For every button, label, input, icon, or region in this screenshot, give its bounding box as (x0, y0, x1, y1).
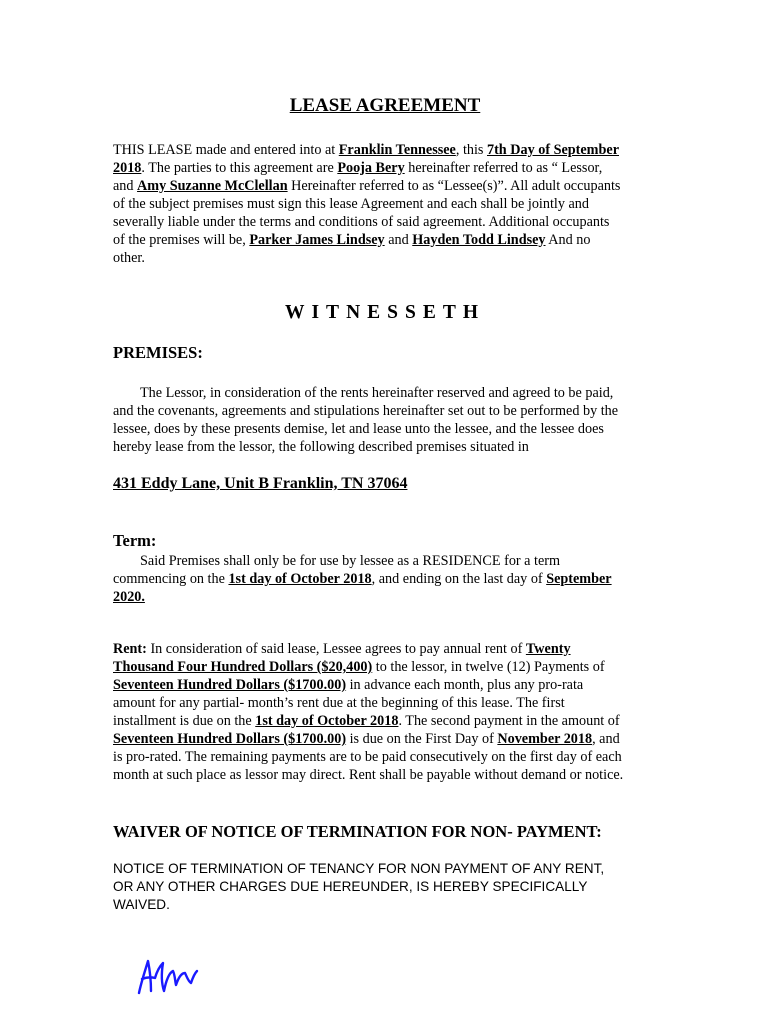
annual-rent: Thousand Four Hundred Dollars ($20,400) (113, 659, 373, 675)
witnesseth-heading: WITNESSETH (284, 302, 486, 323)
term-end-month: September (546, 571, 612, 587)
document-title: LEASE AGREEMENT (289, 95, 481, 116)
premises-paragraph: The Lessor, in consideration of the rents hereinafter reserved and agreed to be paid, and the covenants, agreements and stipulations hereinafter set out to be performed by the lessee, does by these presents demise, let and lease unto the lessee, and the lessee does hereby lease from the lessor, the following described premises situated in (113, 385, 619, 455)
waiver-heading: WAIVER OF NOTICE OF TERMINATION FOR NON- PAYMENT: (113, 822, 602, 841)
lessee-name: Amy Suzanne McClellan (137, 178, 288, 194)
term-start: 1st day of October 2018 (228, 571, 372, 587)
term-heading: Term: (113, 531, 157, 550)
occupant-2: Hayden Todd Lindsey (412, 232, 546, 248)
rent-label: Rent: (113, 641, 147, 657)
occupant-1: Parker James Lindsey (249, 232, 385, 248)
term-end-year: 2020. (113, 589, 145, 605)
term-paragraph: Said Premises shall only be for use by lessee as a RESIDENCE for a term commencing on the 1st day of October 2018, and ending on the last day of September 2020. (113, 553, 612, 605)
second-payment-date: November 2018 (497, 731, 593, 747)
intro-paragraph: THIS LEASE made and entered into at Franklin Tennessee, this 7th Day of September 2018. The parties to this agreement are Pooja Bery hereinafter referred to as “ Lessor, and Amy Suzanne McClellan Hereinafter referred to as “Lessee(s)”. All adult occupants of the subject premises must sign this lease Agreement and each shall be jointly and severally liable under the terms and conditions of said agreement. Additional occupants of the premises will be, Parker James Lindsey and Hayden Todd Lindsey And no other. (113, 142, 621, 266)
premises-heading: PREMISES: (113, 343, 203, 362)
second-payment-amount: Seventeen Hundred Dollars ($1700.00) (113, 731, 347, 747)
lease-year: 2018 (113, 160, 142, 176)
lease-place: Franklin Tennessee (338, 142, 456, 158)
lessor-name: Pooja Bery (337, 160, 405, 176)
monthly-rent: Seventeen Hundred Dollars ($1700.00) (113, 677, 347, 693)
waiver-paragraph: NOTICE OF TERMINATION OF TENANCY FOR NON PAYMENT OF ANY RENT, OR ANY OTHER CHARGES DUE HEREUNDER, IS HEREBY SPECIFICALLY WAIVED. (113, 861, 605, 912)
rent-paragraph: Rent: In consideration of said lease, Lessee agrees to pay annual rent of Twenty Thousand Four Hundred Dollars ($20,400) to the lessor, in twelve (12) Payments of Seventeen Hundred Dollars ($1700.00) in advance each month, plus any pro-rata amount for any partial- month’s rent due at the beginning of this lease. The first installment is due on the 1st day of October 2018. The second payment in the amount of Seventeen Hundred Dollars ($1700.00) is due on the First Day of November 2018, and is pro-rated. The remaining payments are to be paid consecutively on the first day of each month at such place as lessor may direct. Rent shall be payable without demand or notice. (113, 641, 624, 783)
handwritten-initials-icon (133, 953, 203, 1003)
first-installment-date: 1st day of October 2018 (255, 713, 399, 729)
premises-address: 431 Eddy Lane, Unit B Franklin, TN 37064 (113, 475, 408, 492)
initials-stroke (139, 961, 197, 993)
lease-date: 7th Day of September (486, 142, 619, 158)
